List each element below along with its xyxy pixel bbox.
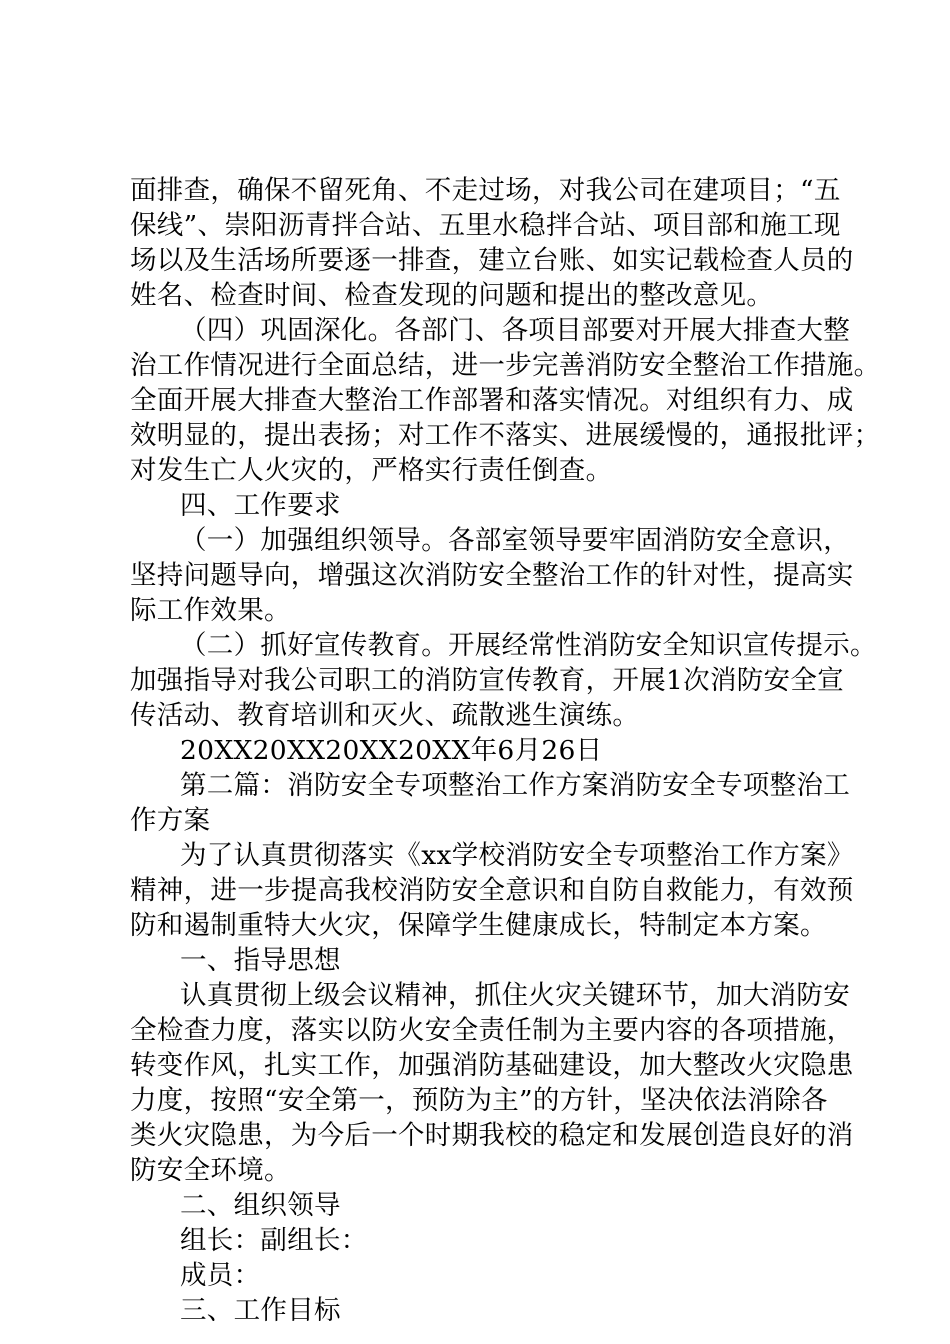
date-line: 20XX20XX20XX20XX年6月26日 [180,735,603,766]
text-line: 面排查，确保不留死角、不走过场，对我公司在建项目；“五 [130,175,841,206]
text-line: 成员： [180,1260,261,1291]
text-line: 全面开展大排查大整治工作部署和落实情况。对组织有力、成 [130,385,854,416]
text-line: 全检查力度，落实以防火安全责任制为主要内容的各项措施， [130,1015,854,1046]
paragraph-heading: （一）加强组织领导。各部室领导要牢固消防安全意识， [180,525,850,556]
paragraph-start: 认真贯彻上级会议精神，抓住火灾关键环节，加大消防安 [180,980,850,1011]
text-line: 际工作效果。 [130,595,291,626]
text-line: 转变作风，扎实工作，加强消防基础建设，加大整改火灾隐患 [130,1050,854,1081]
paragraph-start: 为了认真贯彻落实《xx学校消防安全专项整治工作方案》 [180,840,854,871]
text-line: 效明显的，提出表扬；对工作不落实、进展缓慢的，通报批评； [130,420,881,451]
text-line: 加强指导对我公司职工的消防宣传教育，开展1次消防安全宣 [130,665,844,696]
text-line: 防和遏制重特大火灾，保障学生健康成长，特制定本方案。 [130,910,827,941]
text-line: 治工作情况进行全面总结，进一步完善消防安全整治工作措施。 [130,350,881,381]
text-line: 姓名、检查时间、检查发现的问题和提出的整改意见。 [130,280,774,311]
text-line: 精神，进一步提高我校消防安全意识和自防自救能力，有效预 [130,875,854,906]
section-heading: 三、工作目标 [180,1295,341,1326]
text-line: 场以及生活场所要逐一排查，建立台账、如实记载检查人员的 [130,245,854,276]
text-line: 防安全环境。 [130,1155,291,1186]
paragraph-heading: （四）巩固深化。各部门、各项目部要对开展大排查大整 [180,315,850,346]
text-line: 组长：副组长： [180,1225,368,1256]
text-line: 坚持问题导向，增强这次消防安全整治工作的针对性，提高实 [130,560,854,591]
chapter-title: 第二篇：消防安全专项整治工作方案消防安全专项整治工 [180,770,850,801]
text-line: 力度，按照“安全第一，预防为主”的方针，坚决依法消除各 [130,1085,828,1116]
text-line: 类火灾隐患，为今后一个时期我校的稳定和发展创造良好的消 [130,1120,854,1151]
section-heading: 四、工作要求 [180,490,341,521]
text-line: 保线”、崇阳沥青拌合站、五里水稳拌合站、项目部和施工现 [130,210,841,241]
paragraph-heading: （二）抓好宣传教育。开展经常性消防安全知识宣传提示。 [180,630,877,661]
text-line: 作方案 [130,805,211,836]
section-heading: 一、指导思想 [180,945,341,976]
section-heading: 二、组织领导 [180,1190,341,1221]
text-line: 传活动、教育培训和灭火、疏散逃生演练。 [130,700,640,731]
text-line: 对发生亡人火灾的，严格实行责任倒查。 [130,455,613,486]
